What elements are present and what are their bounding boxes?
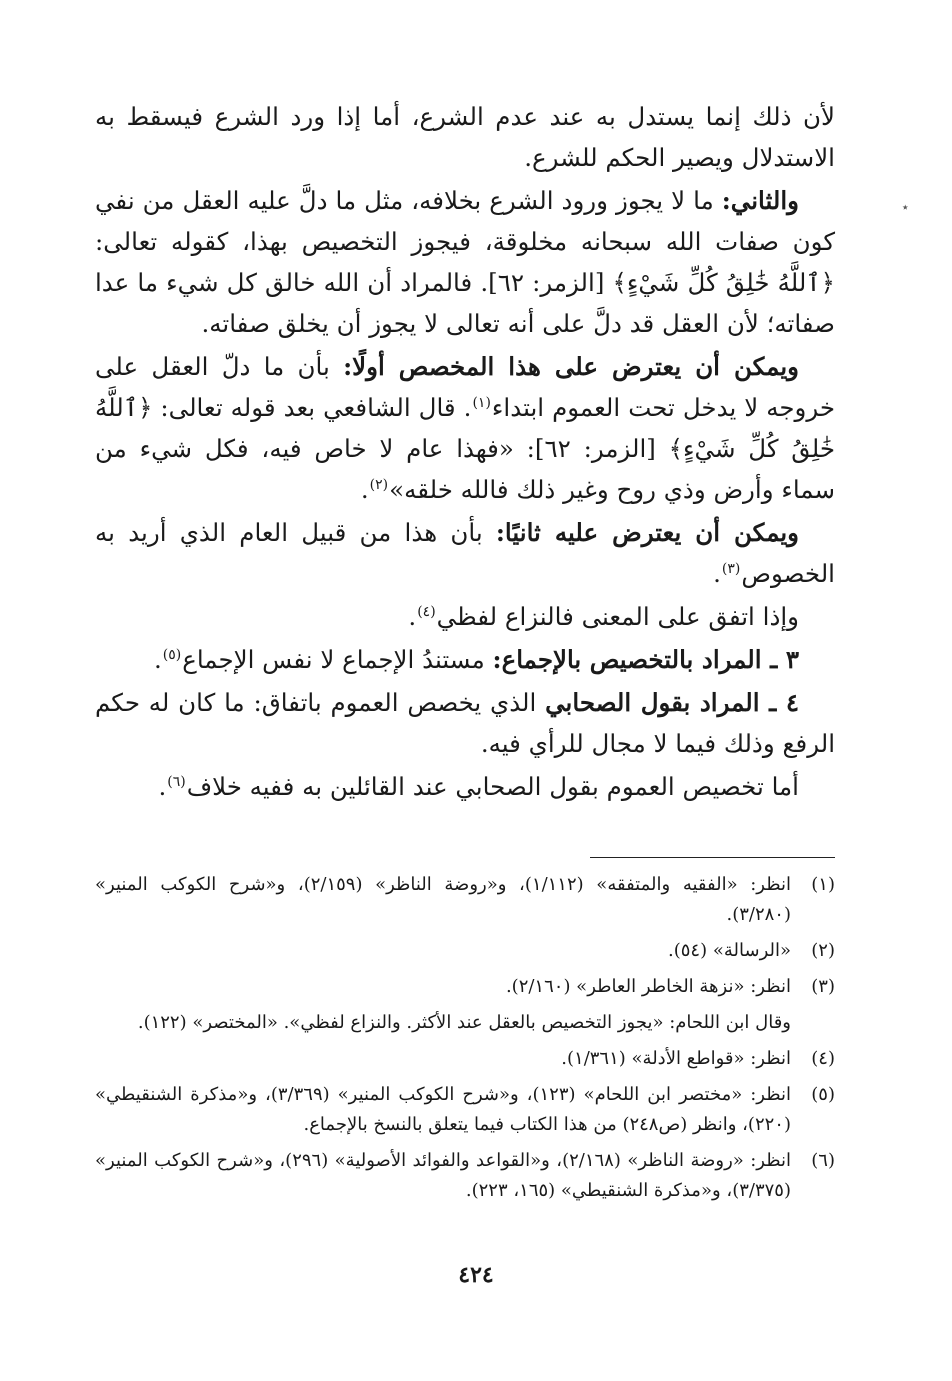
footnote-1-number: (١)	[811, 874, 835, 895]
paragraph-3-text-b: . قال الشافعي بعد قوله تعالى: ﴿ٱللَّهُ خَٰلِقُ كُلِّ شَيْءٍ﴾ [الزمر: ٦٢]: «فهذا عام لا خاص فيه، فكل شيء من سماء وأرض وذي روح وغير ذلك فالله خلقه»	[95, 393, 835, 504]
paragraph-4-tail: .	[713, 559, 721, 588]
paragraph-3	[95, 346, 835, 510]
footnote-ref-4: (٤)	[417, 603, 436, 620]
footnote-ref-1: (١)	[472, 394, 491, 411]
paragraph-7	[95, 682, 835, 764]
main-text	[95, 96, 835, 807]
paragraph-2	[95, 180, 835, 344]
paragraph-5	[95, 596, 835, 637]
footnote-6-text: انظر: «روضة الناظر» (٢/١٦٨)، و«القواعد والفوائد الأصولية» (٢٩٦)، و«شرح الكوكب المنير» (٣/٣٧٥)، و«مذكرة الشنقيطي» (١٦٥، ٢٢٣).	[95, 1150, 791, 1201]
paragraph-7-heading: ٤ ـ المراد بقول الصحابي	[545, 688, 799, 717]
footnote-ref-6: (٦)	[167, 773, 186, 790]
footnotes	[95, 870, 835, 1212]
paragraph-4-text: بأن هذا من قبيل العام الذي أريد به الخصوص	[95, 518, 835, 588]
paragraph-1	[95, 96, 835, 178]
footnote-ref-3: (٣)	[721, 560, 741, 577]
footnote-3	[95, 972, 835, 1002]
paragraph-6-heading: ٣ ـ المراد بالتخصيص بالإجماع:	[492, 645, 799, 674]
paragraph-6	[95, 639, 835, 680]
page-number: ٤٢٤	[458, 1262, 494, 1288]
footnote-1-text: انظر: «الفقيه والمتفقه» (١/١١٢)، و«روضة الناظر» (٢/١٥٩)، و«شرح الكوكب المنير» (٣/٢٨٠).	[95, 874, 792, 925]
footnote-2	[95, 936, 835, 966]
paragraph-8-text: أما تخصيص العموم بقول الصحابي عند القائلين به ففيه خلاف	[186, 772, 799, 801]
paragraph-4-heading: ويمكن أن يعترض عليه ثانيًا:	[495, 518, 800, 547]
footnote-3-number: (٣)	[811, 976, 835, 997]
paragraph-3-text-c: .	[360, 475, 369, 504]
footnote-4	[95, 1044, 835, 1074]
footnote-5-text: انظر: «مختصر ابن اللحام» (١٢٣)، و«شرح الكوكب المنير» (٣/٣٦٩)، و«مذكرة الشنقيطي» (٢٢٠)، وانظر (ص٢٤٨) من هذا الكتاب فيما يتعلق بالنسخ بالإجماع.	[95, 1084, 792, 1135]
footnote-6-number: (٦)	[811, 1150, 835, 1171]
footnote-ref-2: (٢)	[369, 476, 389, 493]
footnote-6	[95, 1146, 835, 1206]
footnote-5	[95, 1080, 835, 1140]
paragraph-5-text: وإذا اتفق على المعنى فالنزاع لفظي	[436, 602, 799, 631]
paragraph-2-text: ما لا يجوز ورود الشرع بخلافه، مثل ما دلَّ عليه العقل من نفي كون صفات الله سبحانه مخلوقة، فيجوز التخصيص بهذا، كقوله تعالى: ﴿ٱللَّهُ خَٰلِقُ كُلِّ شَيْءٍ﴾ [الزمر: ٦٢]. فالمراد أن الله خالق كل شيء ما عدا صفاته؛ لأن العقل قد دلَّ على أنه تعالى لا يجوز أن يخلق صفاته.	[95, 186, 836, 338]
paragraph-1-text: لأن ذلك إنما يستدل به عند عدم الشرع، أما إذا ورد الشرع فيسقط به الاستدلال ويصير الحكم للشرع.	[95, 102, 835, 172]
footnote-1	[95, 870, 835, 930]
paragraph-6-tail: .	[153, 645, 162, 674]
footnote-3-continuation: وقال ابن اللحام: «يجوز التخصيص بالعقل عند الأكثر. والنزاع لفظي». «المختصر» (١٢٢).	[137, 1012, 791, 1033]
paragraph-5-tail: .	[408, 602, 417, 631]
footnote-3-text: انظر: «نزهة الخاطر العاطر» (٢/١٦٠).	[505, 976, 791, 997]
paragraph-2-heading: والثاني:	[721, 186, 799, 215]
paragraph-3-heading: ويمكن أن يعترض على هذا المخصص أولًا:	[343, 352, 799, 381]
paragraph-8-tail: .	[158, 772, 167, 801]
footnote-divider	[590, 857, 835, 858]
footnote-4-number: (٤)	[811, 1048, 835, 1069]
paragraph-6-text: مستندُ الإجماع لا نفس الإجماع	[182, 645, 493, 674]
paragraph-4	[95, 512, 835, 594]
footnote-ref-5: (٥)	[162, 646, 182, 663]
footnote-5-number: (٥)	[811, 1084, 835, 1105]
paragraph-7-text: الذي يخصص العموم باتفاق: ما كان له حكم الرفع وذلك فيما لا مجال للرأي فيه.	[95, 688, 835, 758]
footnote-2-text: «الرسالة» (٥٤).	[668, 940, 791, 961]
footnote-2-number: (٢)	[811, 940, 835, 961]
margin-mark: ٭	[902, 200, 909, 214]
footnote-4-text: انظر: «قواطع الأدلة» (١/٣٦١).	[561, 1048, 791, 1069]
paragraph-8	[95, 766, 835, 807]
paragraph-3-text-a: بأن ما دلّ العقل على خروجه لا يدخل تحت العموم ابتداء	[95, 352, 836, 422]
